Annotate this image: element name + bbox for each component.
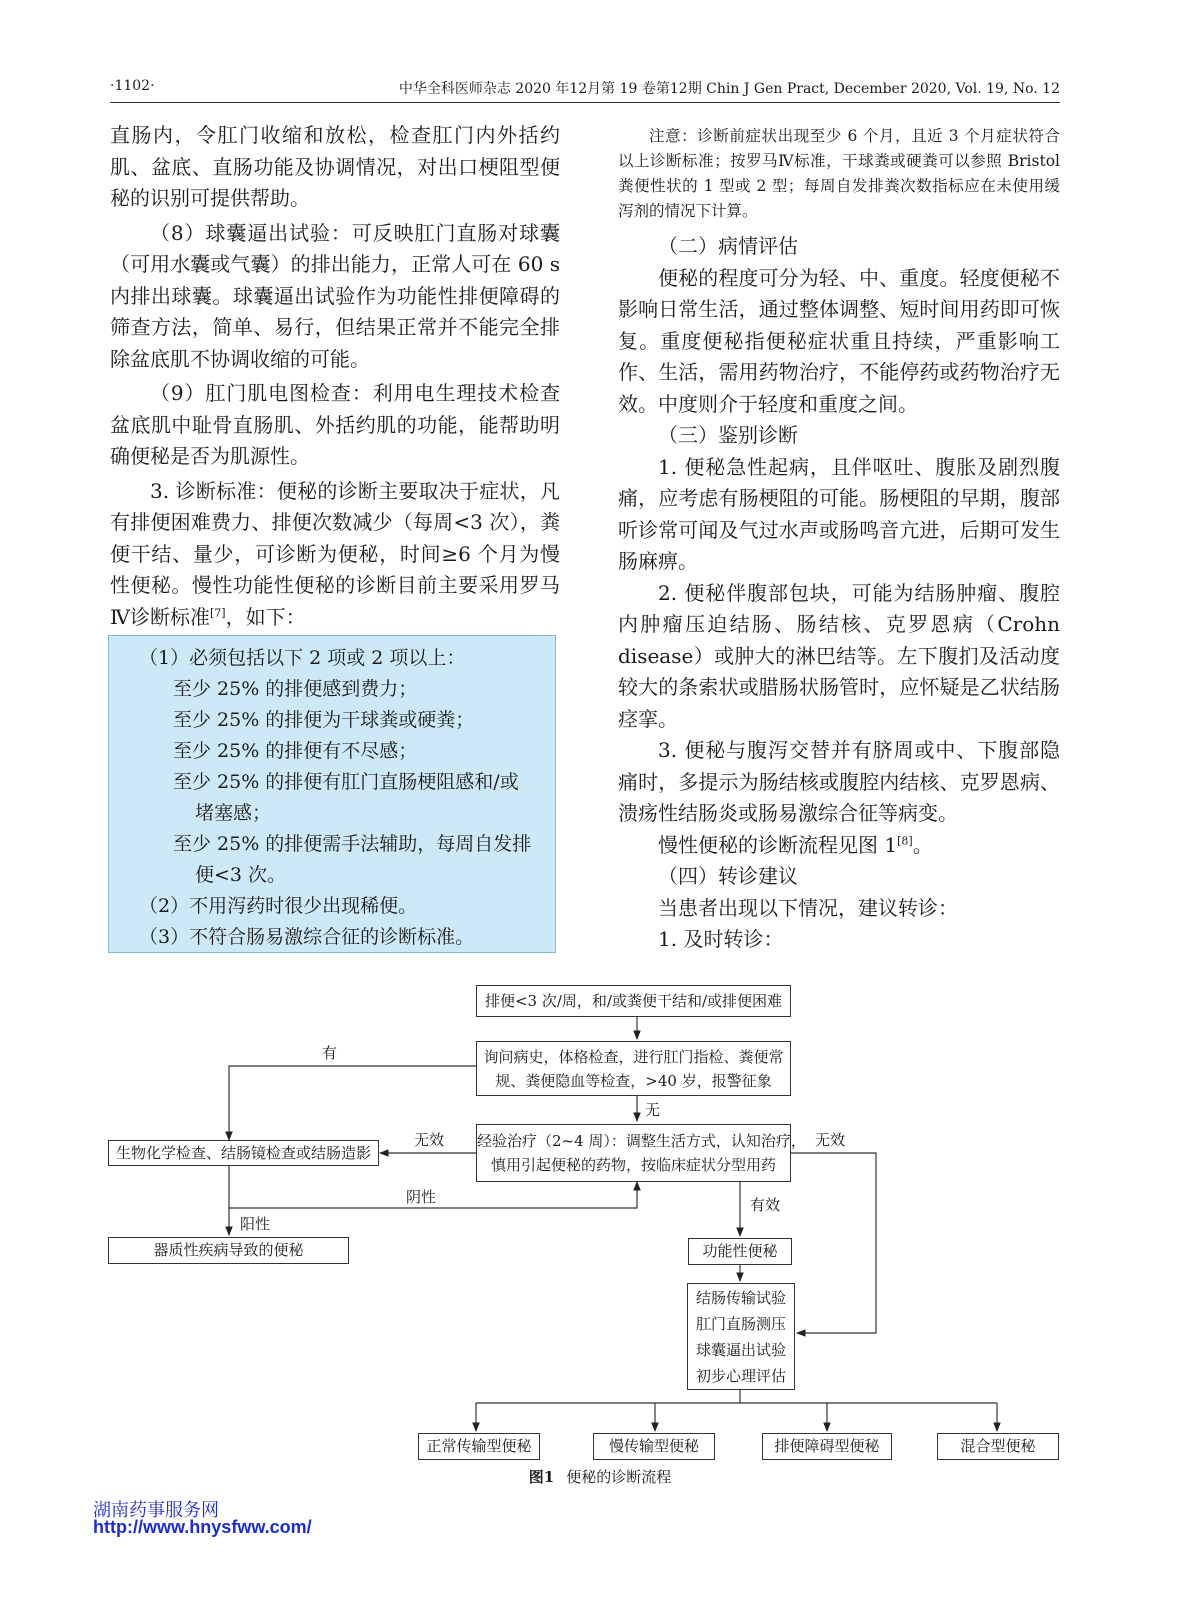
paragraph: 当患者出现以下情况，建议转诊： <box>658 895 958 920</box>
edge-label-negative: 阴性 <box>406 1188 437 1206</box>
paragraph: 便秘的程度可分为轻、中、重度。轻度便秘不影响日常生活，通过整体调整、短时间用药即可恢复。重度便秘指便秘症状重且持续，严重影响工作、生活，需用药物治疗，不能停药或药物治疗无效。中度则介于轻度和重度之间。 <box>618 265 1060 416</box>
edge-label-yes: 有 <box>322 1044 338 1062</box>
citation-ref: [7] <box>209 605 226 619</box>
flow-node-functional-constipation: 功能性便秘 <box>688 1238 792 1265</box>
figure-title: 便秘的诊断流程 <box>566 1468 672 1486</box>
flow-node-tests: 结肠传输试验 肛门直肠测压 球囊逼出试验 初步心理评估 <box>687 1283 795 1390</box>
criterion: （1）必须包括以下 2 项或 2 项以上： <box>139 647 466 669</box>
edge-label-positive: 阳性 <box>240 1215 271 1233</box>
paragraph: 慢性便秘的诊断流程见图 1[8]。 <box>658 832 933 857</box>
figure-number: 图1 <box>528 1468 555 1486</box>
criterion: （3）不符合肠易激综合征的诊断标准。 <box>139 926 475 948</box>
edge-label-no: 无 <box>645 1101 661 1119</box>
flow-node-history-exam: 询问病史，体格检查，进行肛门指检、粪便常 规、粪便隐血等检查，>40 岁，报警征象 <box>476 1041 791 1096</box>
paragraph: 3. 诊断标准：便秘的诊断主要取决于症状，凡有排便困难费力、排便次数减少（每周<3 次），粪便干结、量少，可诊断为便秘，时间≥6 个月为慢性便秘。慢性功能性便秘的诊断目前主要采用罗马Ⅳ诊断标准[7]，如下： <box>110 478 560 629</box>
watermark-url[interactable]: http://www.hnysfww.com/ <box>93 1517 312 1537</box>
paragraph: 2. 便秘伴腹部包块，可能为结肠肿瘤、腹腔内肿瘤压迫结肠、肠结核、克罗恩病（Crohn disease）或肿大的淋巴结等。左下腹扪及活动度较大的条索状或腊肠状肠管时，应怀疑是乙状结肠痉挛。 <box>618 580 1060 731</box>
paragraph: 1. 便秘急性起病，且伴呕吐、腹胀及剧烈腹痛，应考虑有肠梗阻的可能。肠梗阻的早期，腹部听诊常可闻及气过水声或肠鸣音亢进，后期可发生肠麻痹。 <box>618 454 1060 573</box>
criteria-note: 注意：诊断前症状出现至少 6 个月，且近 3 个月症状符合以上诊断标准；按罗马Ⅳ标准，干球粪或硬粪可以参照 Bristol 粪便性状的 1 型或 2 型；每周自发排粪次数指标应在未使用缓泻剂的情况下计算。 <box>618 127 1060 220</box>
sub-criterion: 至少 25% 的排便有不尽感； <box>173 740 418 762</box>
sub-criterion: 至少 25% 的排便需手法辅助，每周自发排 便<3 次。 <box>173 833 532 886</box>
flow-node-biochem-colonoscopy: 生物化学检查、结肠镜检查或结肠造影 <box>108 1140 379 1166</box>
flow-node-organic-constipation: 器质性疾病导致的便秘 <box>108 1237 349 1264</box>
section-heading: （四）转诊建议 <box>658 864 798 888</box>
flow-node-symptoms: 排便<3 次/周，和/或粪便干结和/或排便困难 <box>476 985 791 1017</box>
section-heading: （三）鉴别诊断 <box>658 423 798 447</box>
citation-ref: [8] <box>897 833 913 847</box>
paragraph: 3. 便秘与腹泻交替并有脐周或中、下腹部隐痛时，多提示为肠结核或腹腔内结核、克罗恩病、溃疡性结肠炎或肠易激综合征等病变。 <box>618 738 1060 825</box>
edge-label-effective: 有效 <box>750 1196 781 1214</box>
section-heading: （二）病情评估 <box>658 234 798 258</box>
paragraph: 1. 及时转诊： <box>658 927 784 951</box>
right-column <box>618 124 1060 956</box>
page-number: ·1102· <box>110 78 155 94</box>
sub-criterion: 至少 25% 的排便感到费力； <box>173 678 418 700</box>
flow-outcome-normal-transit: 正常传输型便秘 <box>418 1433 540 1460</box>
paragraph: 直肠内，令肛门收缩和放松，检查肛门内外括约肌、盆底、直肠功能及协调情况，对出口梗阻型便秘的识别可提供帮助。 <box>110 123 560 210</box>
running-header <box>110 78 1060 100</box>
edge-label-ineffective: 无效 <box>414 1131 445 1149</box>
watermark-name: 湖南药事服务网 <box>93 1500 219 1520</box>
edge-label-ineffective: 无效 <box>815 1131 846 1149</box>
journal-citation: 中华全科医师杂志 2020 年12月第 19 卷第12期 Chin J Gen Pract, December 2020, Vol. 19, No. 12 <box>398 81 1060 97</box>
figure-caption <box>0 1466 1200 1487</box>
flow-outcome-slow-transit: 慢传输型便秘 <box>593 1433 715 1460</box>
sub-criterion: 至少 25% 的排便为干球粪或硬粪； <box>173 709 475 731</box>
flow-outcome-mixed: 混合型便秘 <box>937 1433 1059 1460</box>
criterion: （2）不用泻药时很少出现稀便。 <box>139 895 418 917</box>
paragraph: （9）肛门肌电图检查：利用电生理技术检查盆底肌中耻骨直肠肌、外括约肌的功能，能帮助明确便秘是否为肌源性。 <box>110 381 560 468</box>
rome-iv-criteria-box <box>108 635 556 953</box>
paragraph: （8）球囊逼出试验：可反映肛门直肠对球囊（可用水囊或气囊）的排出能力，正常人可在 60 s 内排出球囊。球囊逼出试验作为功能性排便障碍的筛查方法，简单、易行，但结果正常并不能完全排除盆底肌不协调收缩的可能。 <box>110 220 560 371</box>
flow-node-empirical-treatment: 经验治疗（2~4 周）：调整生活方式，认知治疗， 慎用引起便秘的药物，按临床症状分型用药 <box>476 1124 791 1182</box>
header-rule <box>110 102 1060 103</box>
left-column <box>110 120 560 633</box>
sub-criterion: 至少 25% 的排便有肛门直肠梗阻感和/或 堵塞感； <box>173 771 519 824</box>
flow-outcome-defecation-disorder: 排便障碍型便秘 <box>762 1433 892 1460</box>
